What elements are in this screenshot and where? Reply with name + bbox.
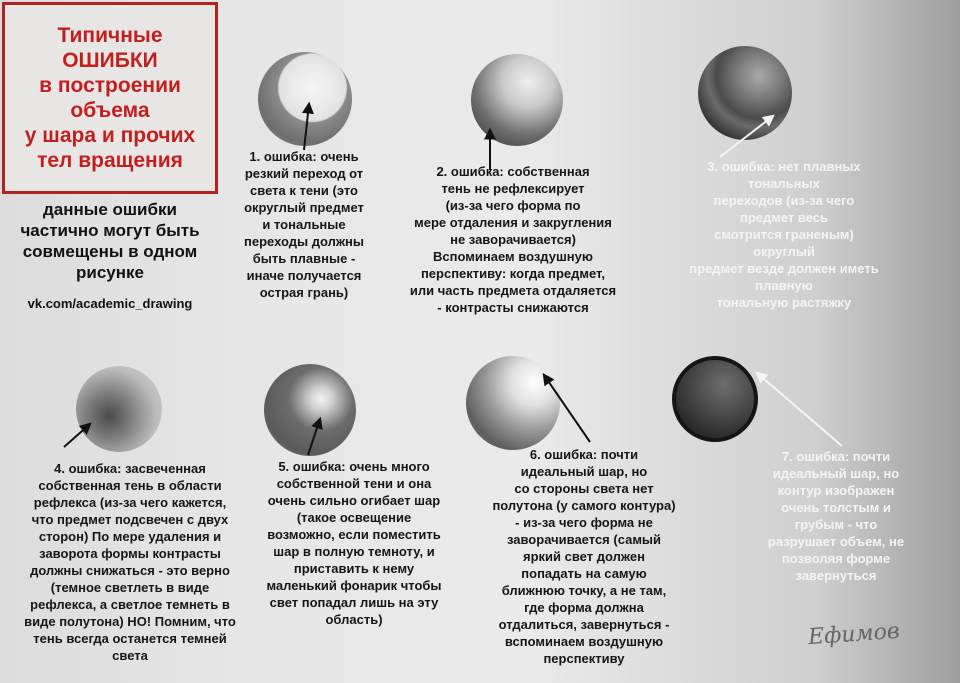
caption-line: свет попадал лишь на эту <box>269 595 439 610</box>
caption-line: должны снижаться - это верно <box>30 563 230 578</box>
caption-line: область) <box>325 612 383 627</box>
caption-line: острая грань) <box>259 285 349 300</box>
caption-line: округлый предмет <box>244 200 364 215</box>
caption-line: и тональные <box>262 217 346 232</box>
caption-line: или часть предмета отдаляется <box>409 283 617 298</box>
caption-line: 4. ошибка: засвеченная <box>54 461 206 476</box>
arrow-7 <box>757 373 842 446</box>
caption-line: маленький фонарик чтобы <box>266 578 442 593</box>
caption-line: 2. ошибка: собственная <box>436 164 590 179</box>
caption-line: очень сильно огибает шар <box>267 493 441 508</box>
subtitle-line: частично могут быть <box>20 221 200 240</box>
caption-line: собственная тень в области <box>38 478 222 493</box>
caption-line: 3. ошибка: нет плавных <box>707 159 861 174</box>
caption-line: заворачивается (самый <box>506 532 662 547</box>
caption-line: контур изображен <box>777 483 895 498</box>
caption-line: вспоминаем воздушную <box>504 634 664 649</box>
title-line: в построении <box>39 74 181 97</box>
caption-line: 5. ошибка: очень много <box>278 459 430 474</box>
error-4-caption <box>2 460 258 664</box>
error-2-caption <box>384 163 642 316</box>
subtitle-line: рисунке <box>76 263 144 282</box>
title-line: тел вращения <box>37 149 183 172</box>
caption-line: позволяя форме <box>781 551 891 566</box>
caption-line: рефлекса (из-за чего кажется, <box>33 495 227 510</box>
caption-line: идеальный шар, но <box>772 466 900 481</box>
title-line: Типичные <box>57 24 163 47</box>
caption-line: сторон) По мере удаления и <box>38 529 222 544</box>
caption-line: света к тени (это <box>250 183 358 198</box>
caption-line: идеальный шар, но <box>520 464 648 479</box>
caption-line: предмет везде должен иметь <box>689 261 879 276</box>
caption-line: полутона (у самого контура) <box>492 498 676 513</box>
caption-line: перспективу: когда предмет, <box>420 266 606 281</box>
arrow-5 <box>308 419 320 455</box>
caption-line: (такое освещение <box>296 510 412 525</box>
caption-line: плавную <box>755 278 813 293</box>
subtitle-line: совмещены в одном <box>22 242 198 261</box>
arrow-4 <box>64 424 90 447</box>
arrow-3 <box>720 116 773 157</box>
artist-signature: Ефимов <box>807 618 901 651</box>
error-6-caption <box>474 446 694 667</box>
error-3-caption <box>664 158 904 311</box>
caption-line: переходы должны <box>243 234 365 249</box>
caption-line: не заворачивается) <box>450 232 576 247</box>
caption-line: возможно, если поместить <box>267 527 441 542</box>
caption-line: - из-за чего форма не <box>515 515 653 530</box>
caption-line: тональных <box>748 176 820 191</box>
title-line: ОШИБКИ <box>62 49 158 72</box>
caption-line: округлый <box>753 244 815 259</box>
caption-line: Вспоминаем воздушную <box>433 249 593 264</box>
caption-line: заворота формы контрасты <box>39 546 221 561</box>
caption-line: отдалиться, завернуться - <box>498 617 670 632</box>
caption-line: где форма должна <box>524 600 644 615</box>
caption-line: 7. ошибка: почти <box>781 449 891 464</box>
caption-line: переходов (из-за чего <box>713 193 855 208</box>
caption-line: яркий свет должен <box>523 549 645 564</box>
caption-line: завернуться <box>795 568 877 583</box>
caption-line: быть плавные - <box>252 251 356 266</box>
caption-line: иначе получается <box>246 268 362 283</box>
title-line: у шара и прочих <box>24 124 196 147</box>
source-link: vk.com/academic_drawing <box>27 296 193 311</box>
caption-line: (темное светлеть в виде <box>50 580 210 595</box>
error-5-caption <box>254 458 454 628</box>
arrow-1 <box>304 104 309 150</box>
caption-line: приставить к нему <box>293 561 415 576</box>
caption-line: разрушает объем, не <box>767 534 905 549</box>
caption-line: - контрасты снижаются <box>437 300 589 315</box>
caption-line: перспективу <box>543 651 625 666</box>
caption-line: смотрится граненым) <box>714 227 854 242</box>
subtitle-line: данные ошибки <box>43 200 177 219</box>
caption-line: предмет весь <box>739 210 829 225</box>
error-7-caption <box>746 448 926 584</box>
caption-line: очень толстым и <box>781 500 891 515</box>
caption-line: тональную растяжку <box>716 295 852 310</box>
caption-line: виде полутона) НО! Помним, что <box>24 614 236 629</box>
caption-line: собственной тени и она <box>276 476 432 491</box>
caption-line: тень не рефлексирует <box>441 181 585 196</box>
caption-line: рефлекса, а светлое темнеть в <box>30 597 230 612</box>
caption-line: света <box>112 648 148 663</box>
arrow-6 <box>544 375 590 442</box>
caption-line: со стороны света нет <box>514 481 654 496</box>
caption-line: 6. ошибка: почти <box>529 447 639 462</box>
caption-line: (из-за чего форма по <box>445 198 581 213</box>
caption-line: резкий переход от <box>244 166 364 181</box>
caption-line: попадать на самую <box>521 566 647 581</box>
caption-line: что предмет подсвечен с двух <box>31 512 229 527</box>
caption-line: грубым - что <box>794 517 878 532</box>
caption-line: ближнюю точку, а не там, <box>501 583 667 598</box>
error-1-caption <box>224 148 384 301</box>
caption-line: шар в полную темноту, и <box>273 544 435 559</box>
caption-line: 1. ошибка: очень <box>249 149 359 164</box>
caption-line: тень всегда останется темней <box>33 631 227 646</box>
caption-line: мере отдаления и закругления <box>414 215 612 230</box>
title-line: объема <box>70 99 150 122</box>
